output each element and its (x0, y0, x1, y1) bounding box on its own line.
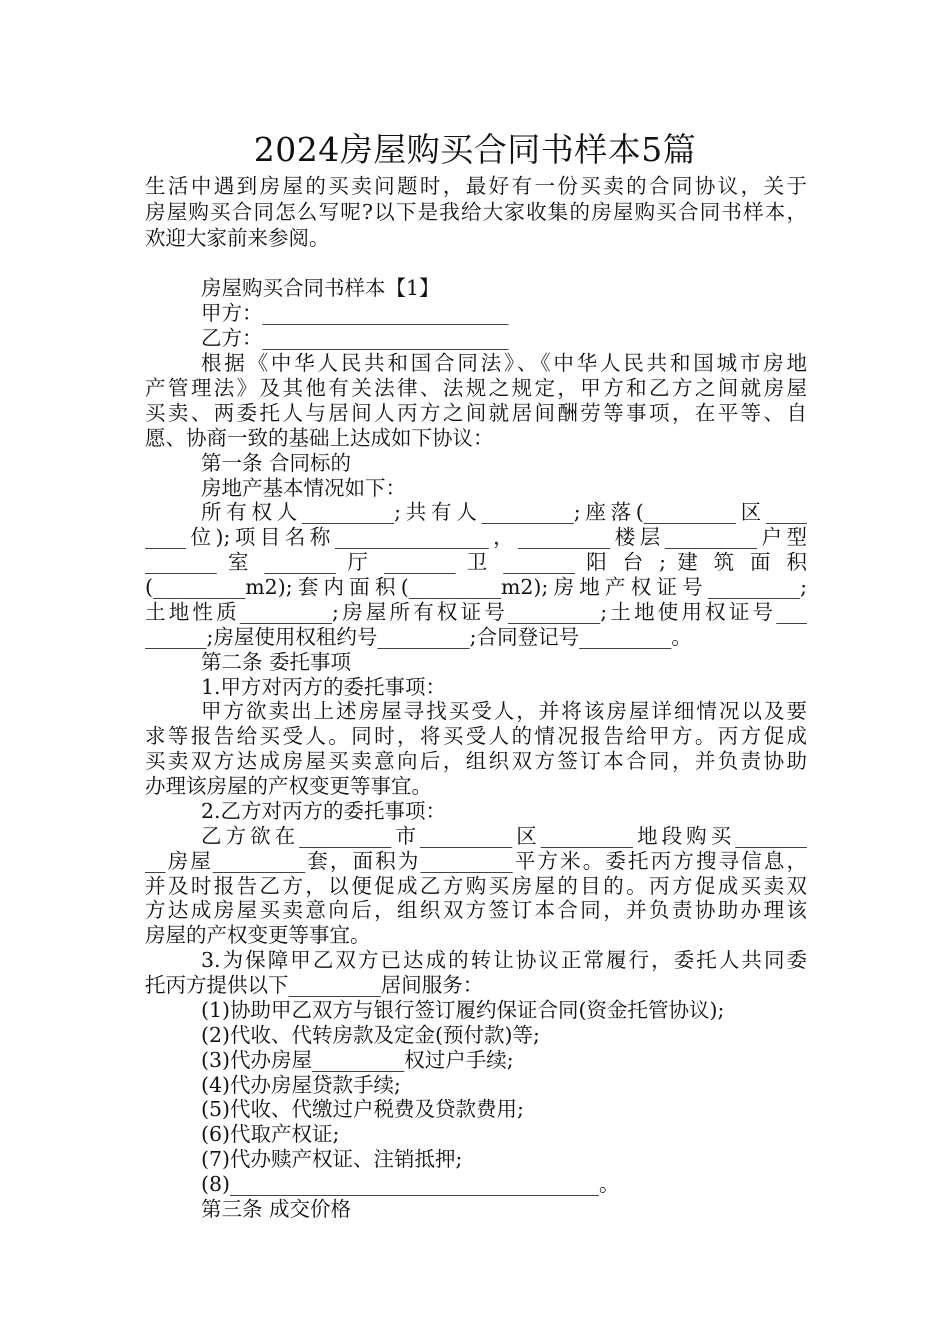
paragraph-line: 所有权人_________;共有人_________;座落(_________区____ (201, 500, 807, 524)
paragraph-line: 买卖、两委托人与居间人丙方之间就居间酬劳等事项，在平等、自 (145, 401, 807, 425)
article-2-heading: 第二条 委托事项 (201, 650, 352, 674)
list-item: (3)代办房屋_________权过户手续; (201, 1048, 514, 1072)
paragraph-line: 3.为保障甲乙双方已达成的转让协议正常履行，委托人共同委 (201, 948, 807, 972)
subsection-heading: 2.乙方对丙方的委托事项： (201, 799, 447, 823)
list-item: (8)____________________________________。 (201, 1172, 620, 1196)
party-a-line: 甲方：________________________ (201, 301, 509, 325)
paragraph-line: 根据《中华人民共和国合同法》、《中华人民共和国城市房地 (201, 351, 807, 375)
paragraph-line: 房屋的产权变更等事宜。 (145, 923, 371, 947)
list-item: (4)代办房屋贷款手续; (201, 1073, 401, 1097)
document-title: 2024房屋购买合同书样本5篇 (253, 130, 697, 169)
paragraph-line: _______ 室 _______ 厅 _______ 卫 _______ 阳 台 ; 建 筑 面 积 (145, 550, 807, 574)
paragraph-line: 求等报告给买受人。同时，将买受人的情况报告给甲方。丙方促成 (145, 724, 807, 748)
intro-line-1: 生活中遇到房屋的买卖问题时，最好有一份买卖的合同协议，关于 (145, 174, 807, 198)
paragraph-line: 甲方欲卖出上述房屋寻找买受人，并将该房屋详细情况以及要 (201, 699, 807, 723)
subsection-heading: 1.甲方对丙方的委托事项： (201, 675, 447, 699)
paragraph-line: 方达成房屋买卖意向后，组织双方签订本合同，并负责协助办理该 (145, 898, 807, 922)
list-item: (2)代收、代转房款及定金(预付款)等; (201, 1023, 540, 1047)
paragraph-line: 产管理法》及其他有关法律、法规之规定，甲方和乙方之间就房屋 (145, 376, 807, 400)
paragraph-line: 愿、协商一致的基础上达成如下协议： (145, 426, 494, 450)
paragraph-line: 房地产基本情况如下： (201, 476, 406, 500)
paragraph-line: ____位);项目名称_______________，_________楼层_________户型 (145, 525, 807, 549)
section-heading: 房屋购买合同书样本【1】 (201, 276, 440, 300)
list-item: (7)代办赎产权证、注销抵押; (201, 1147, 463, 1171)
paragraph-line: 托丙方提供以下_________居间服务： (145, 973, 484, 997)
paragraph-line: (_________m2);套内面积(_________m2);房地产权证号_________; (145, 575, 807, 599)
article-1-heading: 第一条 合同标的 (201, 451, 352, 475)
paragraph-line: 乙方欲在_________市_________区_________地段购买_______ (201, 824, 807, 848)
party-b-line: 乙方：________________________ (201, 326, 509, 350)
list-item: (5)代收、代缴过户税费及贷款费用; (201, 1097, 524, 1121)
list-item: (6)代取产权证; (201, 1122, 340, 1146)
list-item: (1)协助甲乙双方与银行签订履约保证合同(资金托管协议); (201, 998, 725, 1022)
intro-line-2: 房屋购买合同怎么写呢?以下是我给大家收集的房屋购买合同书样本， (145, 200, 807, 224)
intro-line-3: 欢迎大家前来参阅。 (145, 226, 330, 250)
article-3-heading: 第三条 成交价格 (201, 1197, 352, 1221)
paragraph-line: 并及时报告乙方，以便促成乙方购买房屋的目的。丙方促成买卖双 (145, 874, 807, 898)
paragraph-line: 土地性质_________;房屋所有权证号_________;土地使用权证号___ (145, 600, 807, 624)
paragraph-line: ______;房屋使用权租约号_________;合同登记号_________。 (145, 625, 692, 649)
paragraph-line: 买卖双方达成房屋买卖意向后，组织双方签订本合同，并负责协助 (145, 749, 807, 773)
paragraph-line: __房屋_________套，面积为_________平方米。委托丙方搜寻信息， (145, 849, 807, 873)
paragraph-line: 办理该房屋的产权变更等事宜。 (145, 774, 432, 798)
